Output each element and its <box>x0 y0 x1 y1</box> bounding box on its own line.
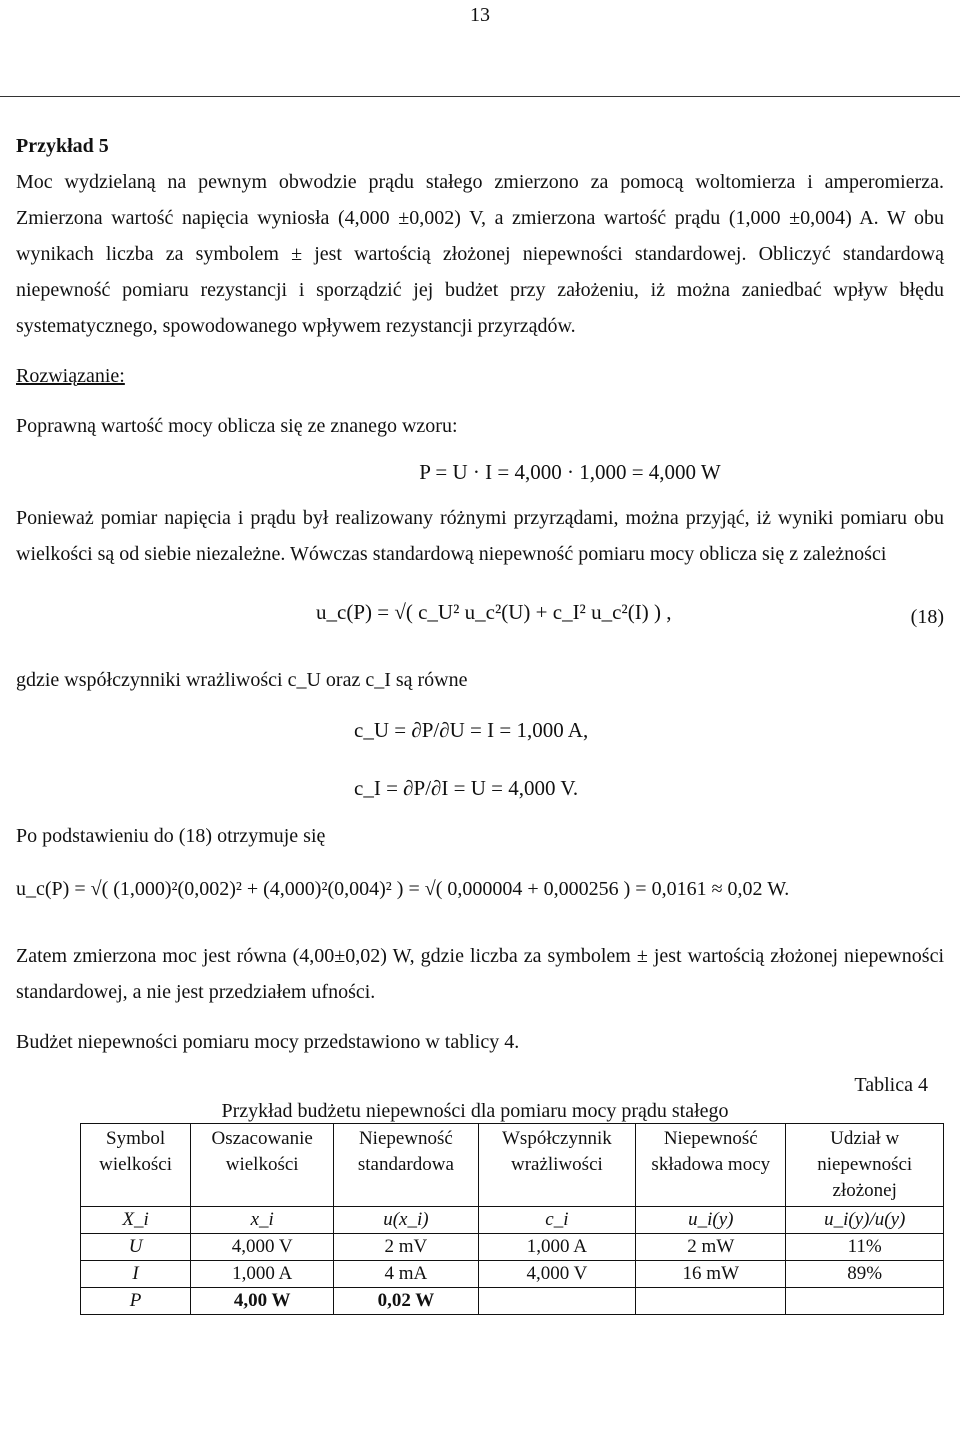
table-cell: P <box>81 1288 191 1315</box>
table-cell: u(x_i) <box>334 1207 478 1234</box>
uncertainty-formula: u_c(P) = √( c_U² u_c²(U) + c_I² u_c²(I) ) , <box>316 600 672 624</box>
power-formula <box>16 444 944 500</box>
table-header: Współczynnik wrażliwości <box>478 1124 636 1207</box>
table-cell: 2 mV <box>334 1234 478 1261</box>
table-cell <box>636 1288 786 1315</box>
table-cell: x_i <box>191 1207 334 1234</box>
table-row <box>81 1288 944 1315</box>
equation-number: (18) <box>910 605 944 628</box>
table-row <box>81 1261 944 1288</box>
table-cell: 1,000 A <box>191 1261 334 1288</box>
table-cell: 16 mW <box>636 1261 786 1288</box>
uncertainty-budget-table <box>80 1123 944 1315</box>
intro-text: Poprawną wartość mocy oblicza się ze znanego wzoru: <box>16 415 458 437</box>
table-cell: 4,00 W <box>191 1288 334 1315</box>
uncertainty-formula-row <box>16 572 944 662</box>
table-header: Niepewność standardowa <box>334 1124 478 1207</box>
table-cell <box>478 1288 636 1315</box>
independence-text: Ponieważ pomiar napięcia i prądu był realizowany różnymi przyrządami, można przyjąć, iż wyniki pomiaru obu wielkości są od siebie niezależne. Wówczas standardową niepewność pomiaru mocy oblicza się z zależności <box>16 507 944 565</box>
substitution-text: Po podstawieniu do (18) otrzymuje się <box>16 825 326 847</box>
table-header: Oszacowanie wielkości <box>191 1124 334 1207</box>
table-cell: 1,000 A <box>478 1234 636 1261</box>
table-header-row <box>81 1124 944 1207</box>
table-cell: 4 mA <box>334 1261 478 1288</box>
result-formula: u_c(P) = √( (1,000)²(0,002)² + (4,000)²(0,004)² ) = √( 0,000004 + 0,000256 ) = 0,0161 ≈ 0,02 W. <box>16 878 790 900</box>
conclusion-text: Zatem zmierzona moc jest równa (4,00±0,02) W, gdzie liczba za symbolem ± jest wartością złożonej niepewności standardowej, a nie jest przedziałem ufności. <box>16 945 944 1003</box>
table-header: Niepewność składowa mocy <box>636 1124 786 1207</box>
table-cell <box>786 1288 944 1315</box>
coeff-text: gdzie współczynniki wrażliwości c_U oraz c_I są równe <box>16 669 468 691</box>
table-cell: X_i <box>81 1207 191 1234</box>
table-label: Tablica 4 <box>854 1074 928 1096</box>
table-cell: c_i <box>478 1207 636 1234</box>
table-cell: I <box>81 1261 191 1288</box>
cU-formula: c_U = ∂P/∂U = I = 1,000 A, <box>354 718 589 742</box>
page-content <box>16 128 944 1315</box>
table-cell: 11% <box>786 1234 944 1261</box>
table-cell: u_i(y) <box>636 1207 786 1234</box>
power-formula-text: P = U · I = 4,000 · 1,000 = 4,000 W <box>419 460 721 484</box>
table-cell: 4,000 V <box>478 1261 636 1288</box>
header-rule <box>0 96 960 97</box>
table-cell: 0,02 W <box>334 1288 478 1315</box>
table-header: Symbol wielkości <box>81 1124 191 1207</box>
table-row <box>81 1234 944 1261</box>
derivatives <box>16 698 944 818</box>
table-cell: u_i(y)/u(y) <box>786 1207 944 1234</box>
page-number: 13 <box>470 4 490 26</box>
table-cell: 4,000 V <box>191 1234 334 1261</box>
table-cell: 2 mW <box>636 1234 786 1261</box>
table-symbol-row <box>81 1207 944 1234</box>
example-title: Przykład 5 <box>16 135 109 157</box>
table-title: Przykład budżetu niepewności dla pomiaru mocy prądu stałego <box>221 1100 729 1122</box>
cI-formula: c_I = ∂P/∂I = U = 4,000 V. <box>354 776 579 800</box>
problem-text: Moc wydzielaną na pewnym obwodzie prądu stałego zmierzono za pomocą woltomierza i amperomierza. Zmierzona wartość napięcia wyniosła (4,000 ±0,002) V, a zmierzona wartość prądu (1,000 ±0,004) A. W obu wynikach liczba za symbolem ± jest wartością złożonej niepewności standardowej. Obliczyć standardową niepewność pomiaru rezystancji i sporządzić jej budżet przy założeniu, iż można zaniedbać wpływ błędu systematycznego, spowodowanego wpływem rezystancji przyrządów. <box>16 171 944 337</box>
budget-text: Budżet niepewności pomiaru mocy przedstawiono w tablicy 4. <box>16 1031 520 1053</box>
solution-label: Rozwiązanie: <box>16 365 125 387</box>
table-cell: 89% <box>786 1261 944 1288</box>
table-header: Udział w niepewności złożonej <box>786 1124 944 1207</box>
table-cell: U <box>81 1234 191 1261</box>
